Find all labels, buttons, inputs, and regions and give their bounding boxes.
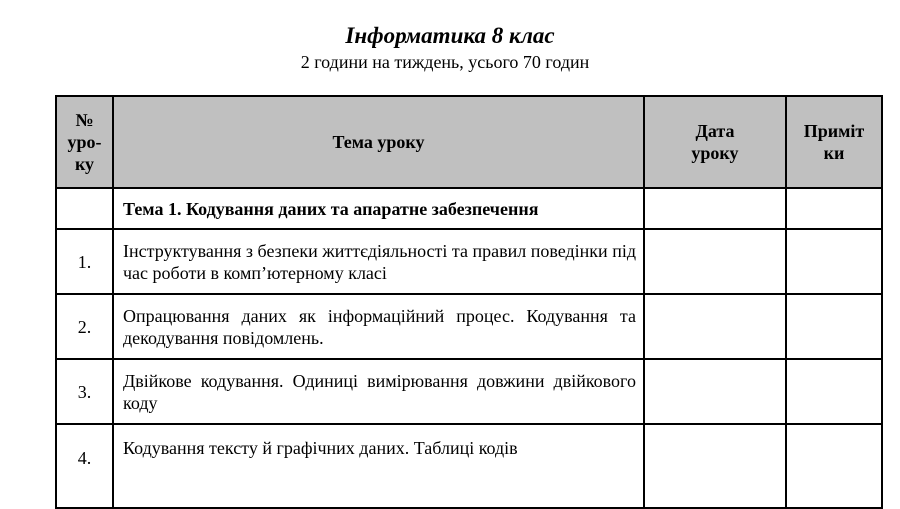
section-date-cell [644, 188, 786, 229]
lesson-plan-table [55, 95, 883, 509]
lesson-date-cell [644, 424, 786, 508]
lesson-number: 2. [56, 294, 113, 359]
lesson-number: 3. [56, 359, 113, 424]
lesson-notes-cell [786, 229, 882, 294]
table-row [56, 359, 882, 424]
section-row [56, 188, 882, 229]
section-title: Тема 1. Кодування даних та апаратне забезпечення [113, 188, 644, 229]
lesson-topic: Опрацювання даних як інформаційний процес. Кодування та декодування повідомлень. [113, 294, 644, 359]
lesson-number: 4. [56, 424, 113, 508]
document-subtitle: 2 години на тиждень, усього 70 годин [300, 52, 590, 72]
lesson-date-cell [644, 229, 786, 294]
section-notes-cell [786, 188, 882, 229]
lesson-topic: Інструктування з безпеки життєдіяльності та правил поведінки під час роботи в комп’ютерному класі [113, 229, 644, 294]
table-row [56, 229, 882, 294]
section-number-cell [56, 188, 113, 229]
table-row [56, 294, 882, 359]
header-lesson-number: № уро- ку [56, 96, 113, 188]
document-title: Інформатика 8 клас [345, 23, 555, 48]
lesson-topic: Кодування тексту й графічних даних. Таблиці кодів [113, 424, 644, 508]
lesson-date-cell [644, 294, 786, 359]
header-lesson-topic: Тема уроку [113, 96, 644, 188]
lesson-date-cell [644, 359, 786, 424]
header-notes: Приміт ки [786, 96, 882, 188]
table-header-row [56, 96, 882, 188]
table-row [56, 424, 882, 508]
lesson-notes-cell [786, 359, 882, 424]
header-lesson-date: Дата уроку [644, 96, 786, 188]
lesson-number: 1. [56, 229, 113, 294]
lesson-notes-cell [786, 424, 882, 508]
lesson-notes-cell [786, 294, 882, 359]
lesson-topic: Двійкове кодування. Одиниці вимірювання довжини двійкового коду [113, 359, 644, 424]
